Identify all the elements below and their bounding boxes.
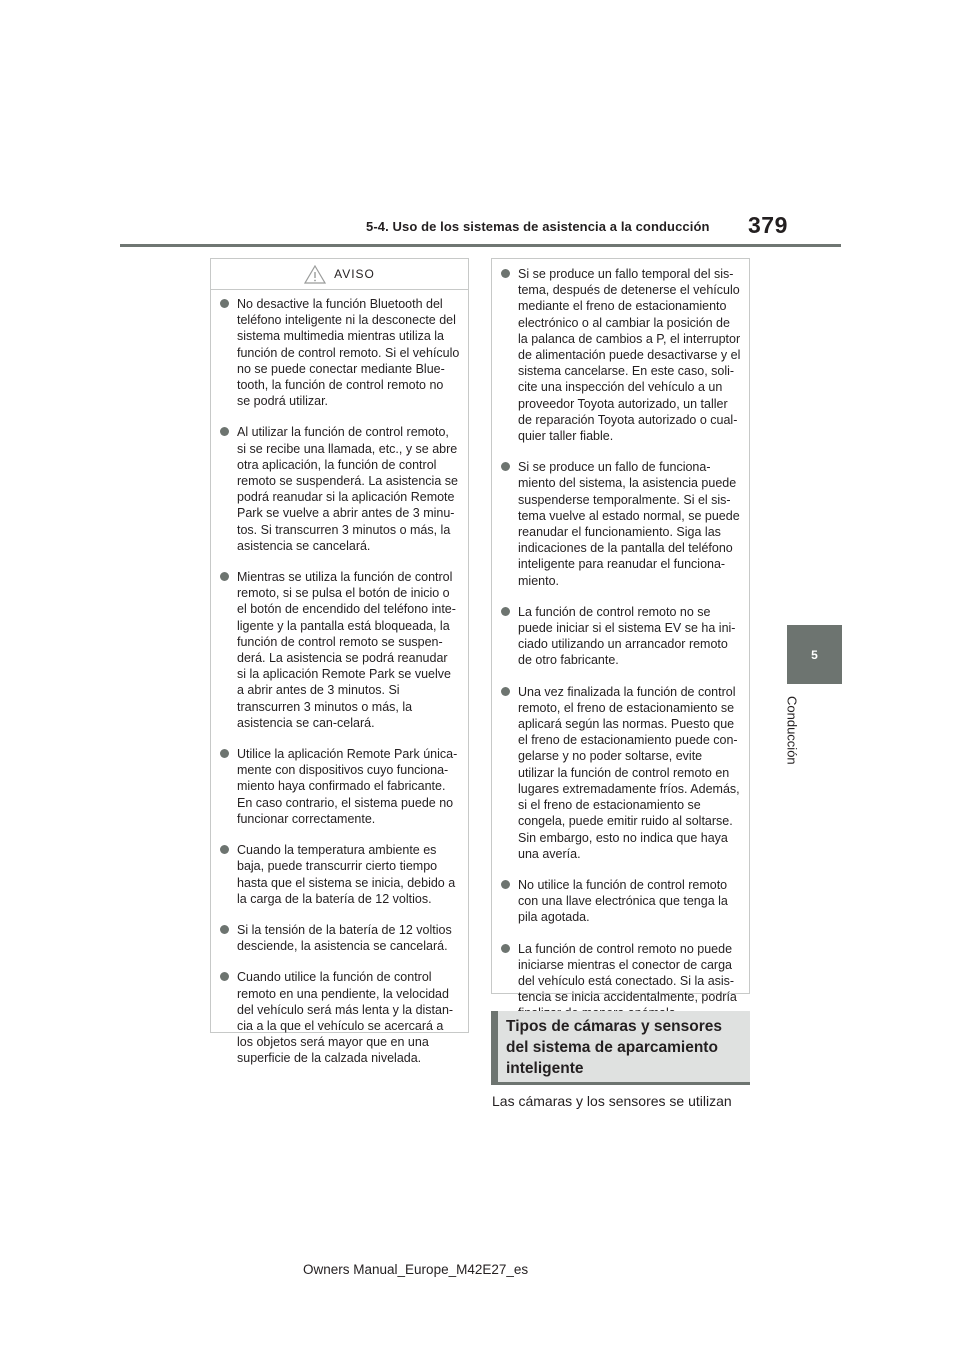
warning-item-text: Cuando la temperatura ambiente es baja, puede transcurrir cierto tiempo hasta que el sistema se inicia, debido a la carga de la batería de 12 voltios.	[237, 843, 456, 906]
warning-item-text: Al utilizar la función de control remoto, si se recibe una llamada, etc., y se abre otra aplicación, la función de control remoto se suspenderá. La asistencia se podrá reanudar si la aplicación Remote Park se vuelve a abrir antes de 3 minu-tos. Si transcurren 3 minutos o más, la asistencia se cancelará.	[237, 425, 458, 553]
bullet-icon	[220, 925, 229, 934]
warning-item	[219, 296, 460, 409]
section-body-text: Las cámaras y los sensores se utilizan	[492, 1093, 732, 1109]
bullet-icon	[501, 607, 510, 616]
chapter-label: Conducción	[784, 695, 800, 765]
warning-item	[219, 424, 460, 554]
warning-item-text: Si se produce un fallo temporal del sis-tema, después de detenerse el vehículo mediante el freno de estacionamiento electrónico o al cambiar la posición de la palanca de cambios a P, el interruptor de alimentación puede desactivarse y el sistema cancelarse. En este caso, soli-cite una inspección del vehículo a un proveedor Toyota autorizado, un taller de reparación Toyota autorizado o cual-quier taller fiable.	[518, 267, 741, 444]
section-header-title: 5-4. Uso de los sistemas de asistencia a la conducción	[366, 219, 710, 234]
chapter-tab	[787, 625, 842, 684]
bullet-icon	[501, 944, 510, 953]
bullet-icon	[220, 427, 229, 436]
warning-item	[219, 746, 460, 827]
bullet-icon	[220, 572, 229, 581]
bullet-icon	[501, 269, 510, 278]
bullet-icon	[501, 462, 510, 471]
warning-item-text: La función de control remoto no se puede iniciar si el sistema EV se ha ini-ciado utilizando un arrancador remoto de otro fabricante.	[518, 604, 736, 668]
warning-items-left	[211, 296, 468, 1067]
warning-box	[210, 258, 469, 1066]
warning-label: AVISO	[334, 267, 375, 281]
warning-item	[500, 941, 741, 1022]
page-number: 379	[748, 212, 788, 238]
warning-item-text: Una vez finalizada la función de control remoto, el freno de estacionamiento se aplicará según las normas. Puesto que el freno de estacionamiento puede con-gelarse y no poder soltarse, evite utilizar la función de control remoto en lugares extremadamente fríos. Además, si el freno de estacionamiento se congela, puede emitir ruido al soltarse. Sin embargo, esto no indica que haya una avería.	[518, 684, 740, 861]
warning-items-right	[492, 259, 749, 1022]
warning-item-text: No desactive la función Bluetooth del teléfono inteligente ni la desconecte del sistema multimedia mientras utiliza la función de control remoto. Si el vehículo no se puede conectar mediante Blue-tooth, la función de control remoto no se podrá utilizar.	[237, 297, 460, 409]
header-rule	[120, 244, 841, 247]
warning-item	[219, 842, 460, 907]
warning-header	[211, 259, 468, 290]
bullet-icon	[220, 299, 229, 308]
bullet-icon	[501, 880, 510, 889]
footer-document-id: Owners Manual_Europe_M42E27_es	[303, 1262, 529, 1277]
bullet-icon	[220, 845, 229, 854]
section-heading: Tipos de cámaras y sensores del sistema de aparcamiento inteligente	[491, 1011, 750, 1085]
warning-item	[500, 459, 741, 589]
bullet-icon	[220, 749, 229, 758]
warning-item-text: La función de control remoto no puede iniciarse mientras el conector de carga del vehículo está conectado. Si la asis-tencia se inicia accidentalmente, podría	[518, 941, 737, 1005]
warning-item-text: No utilice la función de control remoto con una llave electrónica que tenga la pila agotada.	[518, 877, 728, 925]
warning-item	[219, 969, 460, 1066]
chapter-number: 5	[811, 647, 818, 662]
warning-item	[500, 604, 741, 669]
warning-item-text: Si la tensión de la batería de 12 voltios desciende, la asistencia se cancelará.	[237, 922, 452, 954]
warning-item-text: Cuando utilice la función de control remoto en una pendiente, la velocidad del vehículo será más lenta y la distan-cia a la que el vehículo se acercará a los objetos será mayor que en una superficie de la calzada nivelada.	[237, 970, 454, 1066]
warning-item	[500, 266, 741, 444]
warning-item	[500, 684, 741, 862]
warning-item-text: Mientras se utiliza la función de control remoto, si se pulsa el botón de inicio o el botón de encendido del teléfono inte-ligente y la pantalla está bloqueada, la función de control remoto se suspen-derá. La asistencia se podrá reanudar si la aplicación Remote Park se vuelve a abrir antes de 3 minutos. Si transcurren 3 minutos o más, la asistencia se can-celará.	[237, 570, 456, 730]
warning-box-continued	[491, 258, 750, 1005]
warning-triangle-icon	[304, 265, 326, 284]
bullet-icon	[501, 687, 510, 696]
warning-item	[219, 922, 460, 954]
warning-item	[219, 569, 460, 731]
warning-item-text: Utilice la aplicación Remote Park única-mente con dispositivos cuyo funciona-miento haya confirmado el fabricante. En caso contrario, el sistema puede no funcionar correctamente.	[237, 747, 458, 826]
warning-item	[500, 877, 741, 926]
bullet-icon	[220, 972, 229, 981]
warning-item-text: Si se produce un fallo de funciona-miento del sistema, la asistencia puede suspenderse temporalmente. Si el sis-tema vuelve al estado normal, se puede reanudar el funcionamiento. Siga las indicaciones de la pantalla del teléfono inteligente para reanudar el funciona-miento.	[518, 460, 740, 588]
